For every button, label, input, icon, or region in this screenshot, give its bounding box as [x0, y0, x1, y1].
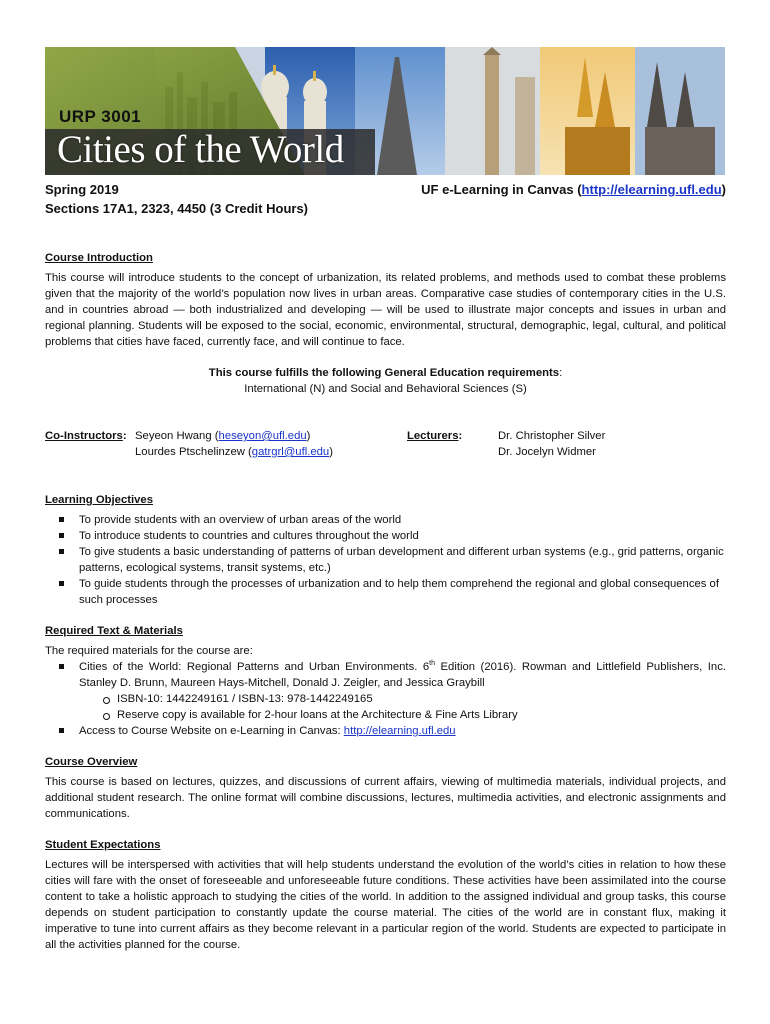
book-details: Edition (2016). Rowman and Littlefield Publishers, Inc. Stanley D. Brunn, Maureen Hays-Mitchell, Donald J. Zeigler, and Jessica Graybill — [79, 661, 726, 689]
lms-label: UF e-Learning in Canvas ( — [421, 182, 582, 197]
list-item: ISBN-10: 1442249161 / ISBN-13: 978-1442249165 — [45, 691, 726, 707]
lms-link[interactable]: http://elearning.ufl.edu — [581, 182, 722, 197]
expectations-heading: Student Expectations — [45, 839, 161, 851]
course-website-link[interactable]: http://elearning.ufl.edu — [343, 725, 456, 737]
co-instructors-colon: : — [122, 430, 127, 442]
co-instructor-close: ) — [329, 446, 333, 458]
gen-ed-requirements — [45, 365, 726, 381]
gen-ed-colon: : — [559, 367, 563, 379]
book-title: Cities of the World: Regional Patterns and Urban Environments. 6 — [79, 661, 430, 673]
website-label: Access to Course Website on e-Learning in Canvas: — [79, 725, 344, 737]
lecturers-heading: Lecturers — [407, 430, 459, 442]
lecturers-label — [407, 428, 462, 444]
objectives-heading: Learning Objectives — [45, 494, 153, 506]
lecturer-2: Dr. Jocelyn Widmer — [498, 446, 596, 458]
list-item — [45, 723, 726, 739]
book-edition-sup: th — [429, 660, 435, 667]
course-title: Cities of the World — [57, 128, 344, 171]
intro-heading: Course Introduction — [45, 252, 153, 264]
co-instructor-2 — [135, 444, 333, 460]
overview-text: This course is based on lectures, quizzes, and discussions of current affairs, viewing of multimedia materials, individual projects, and additional student research. The online format will combine discussions, lectures, multimedia activities, and electronic assignments and communications. — [45, 776, 726, 820]
intro-text: This course will introduce students to the concept of urbanization, its related problems, and methods used to combat these problems given that the majority of the world’s population now lives in urban areas. Comparative case studies of contemporary cities in the U.S. and in countries abroad — both industrialized and developing — will be used to illustrate major concepts and issues in urban and regional planning. Students will be exposed to the social, economic, environmental, structural, demographic, legal, cultural, and political problems that cities have faced, currently face, and will continue to face. — [45, 272, 726, 348]
list-item: To introduce students to countries and cultures throughout the world — [45, 528, 726, 544]
co-instructor-name: Seyeon Hwang ( — [135, 430, 219, 442]
list-item — [45, 659, 726, 691]
co-instructor-name: Lourdes Ptschelinzew ( — [135, 446, 252, 458]
overview-heading: Course Overview — [45, 756, 138, 768]
list-item: Reserve copy is available for 2-hour loans at the Architecture & Fine Arts Library — [45, 707, 726, 723]
materials-sublist — [45, 691, 726, 723]
materials-intro: The required materials for the course are: — [45, 645, 253, 657]
lecturers-colon: : — [458, 430, 463, 442]
co-instructors-heading: Co-Instructors — [45, 430, 123, 442]
lms-close: ) — [721, 182, 726, 197]
materials-website-list — [45, 723, 726, 739]
term: Spring 2019 — [45, 182, 119, 197]
expectations-text: Lectures will be interspersed with activities that will help students understand the evolution of the world’s cities in relation to how these cities will fare with the onset of foreseeable and unforeseeable future conditions. These activities have been assimilated into the course content to take a holistic approach to studying the cities of the world. In addition to the assigned individual and group tasks, this course depends on student participation to constantly update the course material. The cities of the world are in constant flux, making it imperative to tune into current affairs as they become relevant in a particular region of the world. Students are expected to participate in all the activities planned for the course. — [45, 859, 726, 951]
gen-ed-label: This course fulfills the following General Education requirements — [208, 367, 560, 379]
materials-heading: Required Text & Materials — [45, 625, 183, 637]
lecturer-1: Dr. Christopher Silver — [498, 430, 606, 442]
list-item: To guide students through the processes of urbanization and to help them comprehend the regional and global consequences of such processes — [45, 576, 726, 608]
co-instructor-close: ) — [306, 430, 311, 442]
objectives-list — [45, 512, 726, 608]
list-item: To provide students with an overview of urban areas of the world — [45, 512, 726, 528]
gen-ed-value: International (N) and Social and Behavioral Sciences (S) — [244, 383, 527, 395]
course-banner — [45, 47, 725, 175]
course-code: URP 3001 — [59, 107, 142, 126]
co-instructors-label — [45, 428, 127, 444]
materials-list — [45, 659, 726, 691]
list-item: To give students a basic understanding of patterns of urban development and different urban systems (e.g., grid patterns, organic patterns, ecological systems, transit systems, etc.) — [45, 544, 726, 576]
co-instructor-1 — [135, 428, 310, 444]
co-instructor-email-link[interactable]: gatrgrl@ufl.edu — [251, 446, 330, 458]
co-instructor-email-link[interactable]: heseyon@ufl.edu — [218, 430, 307, 442]
lms-line — [421, 181, 726, 199]
sections: Sections 17A1, 2323, 4450 (3 Credit Hours) — [45, 201, 309, 216]
